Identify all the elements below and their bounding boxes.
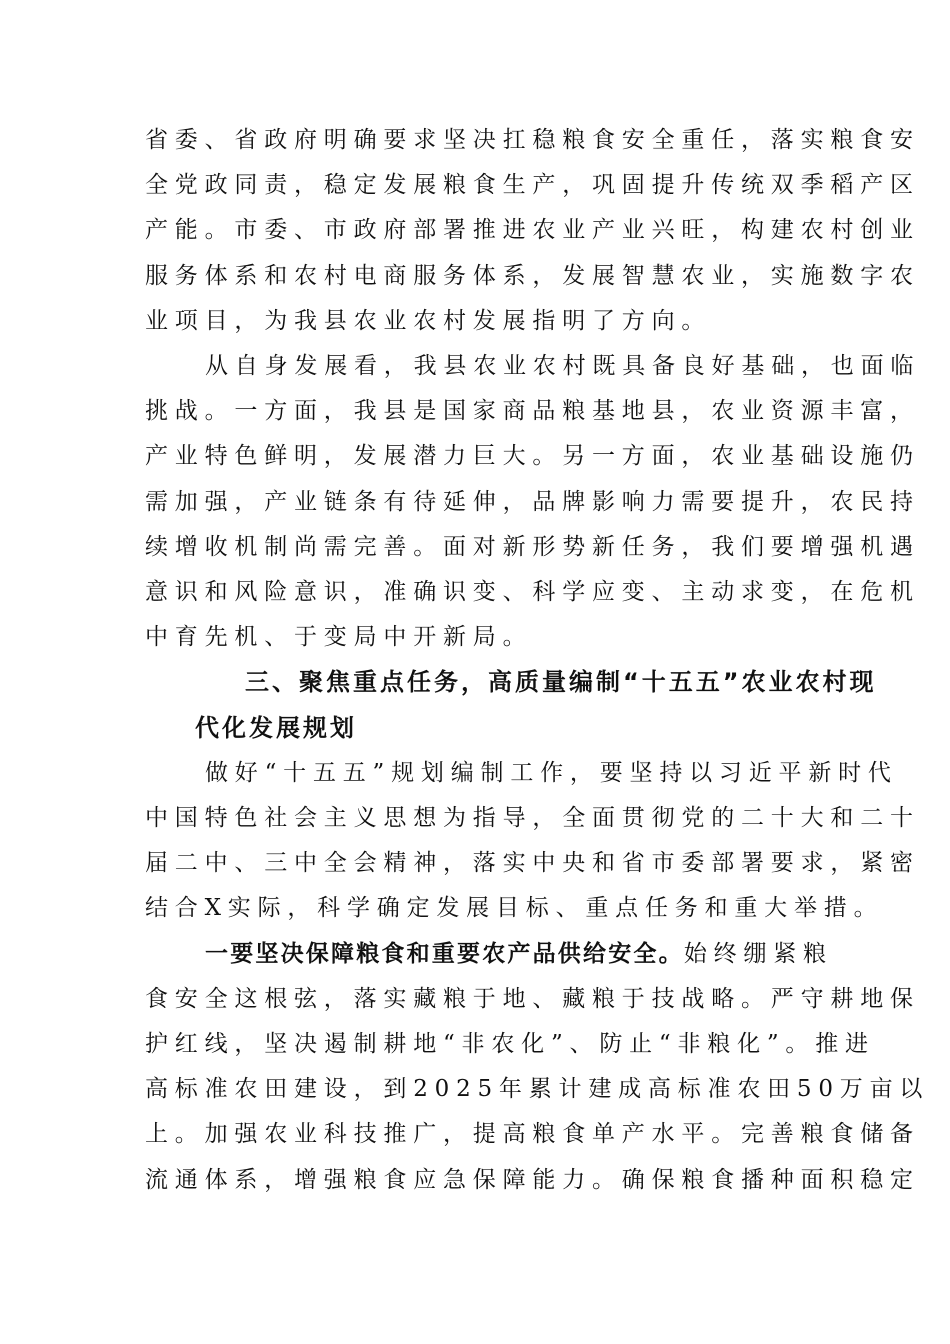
heading-line: 三、聚焦重点任务，高质量编制“十五五”农业农村现 [245,668,877,697]
text-line: 中育先机、于变局中开新局。 [145,624,533,651]
text-line: 产能。市委、市政府部署推进农业产业兴旺，构建农村创业 [145,217,920,244]
text-line: 全党政同责，稳定发展粮食生产，巩固提升传统双季稻产区 [145,172,920,199]
text-line: 服务体系和农村电商服务体系，发展智慧农业，实施数字农 [145,262,920,289]
text-line: 流通体系，增强粮食应急保障能力。确保粮食播种面积稳定 [145,1166,920,1193]
text-run: 始终绷紧粮 [683,940,833,967]
text-line: 中国特色社会主义思想为指导，全面贯彻党的二十大和二十 [145,805,920,832]
text-line: 续增收机制尚需完善。面对新形势新任务，我们要增强机遇 [145,533,920,560]
text-line: 需加强，产业链条有待延伸，品牌影响力需要提升，农民持 [145,488,920,515]
text-line: 做好“十五五”规划编制工作，要坚持以习近平新时代 [205,759,898,786]
paragraph-plan-guidance [145,751,920,932]
text-line: 省委、省政府明确要求坚决扛稳粮食安全重任，落实粮食安 [145,127,920,153]
text-line: 届二中、三中全会精神，落实中央和省市委部署要求，紧密 [145,850,920,877]
text-line: 意识和风险意识，准确识变、科学应变、主动求变，在危机 [145,579,920,606]
paragraph-food-security [145,932,930,1203]
text-line [145,932,833,977]
document-page [145,118,930,1203]
text-line: 食安全这根弦，落实藏粮于地、藏粮于技战略。严守耕地保 [145,985,920,1012]
text-line: 护红线，坚决遏制耕地“非农化”、防止“非粮化”。推进 [145,1031,875,1058]
section-heading [145,660,877,750]
text-line: 结合X实际，科学确定发展目标、重点任务和重大举措。 [145,895,884,922]
text-line: 高标准农田建设，到2025年累计建成高标准农田50万亩以 [145,1076,930,1103]
text-line: 业项目，为我县农业农村发展指明了方向。 [145,307,712,334]
text-line: 上。加强农业科技推广，提高粮食单产水平。完善粮食储备 [145,1121,920,1148]
text-line: 从自身发展看，我县农业农村既具备良好基础，也面临 [205,353,921,380]
text-line: 产业特色鲜明，发展潜力巨大。另一方面，农业基础设施仍 [145,443,920,470]
heading-line: 代化发展规划 [195,713,357,742]
bold-lead-sentence: 一要坚决保障粮食和重要农产品供给安全。 [205,940,684,967]
paragraph-self-development [145,344,921,660]
text-line: 挑战。一方面，我县是国家商品粮基地县，农业资源丰富， [145,398,920,425]
paragraph-policy-context [145,118,920,344]
